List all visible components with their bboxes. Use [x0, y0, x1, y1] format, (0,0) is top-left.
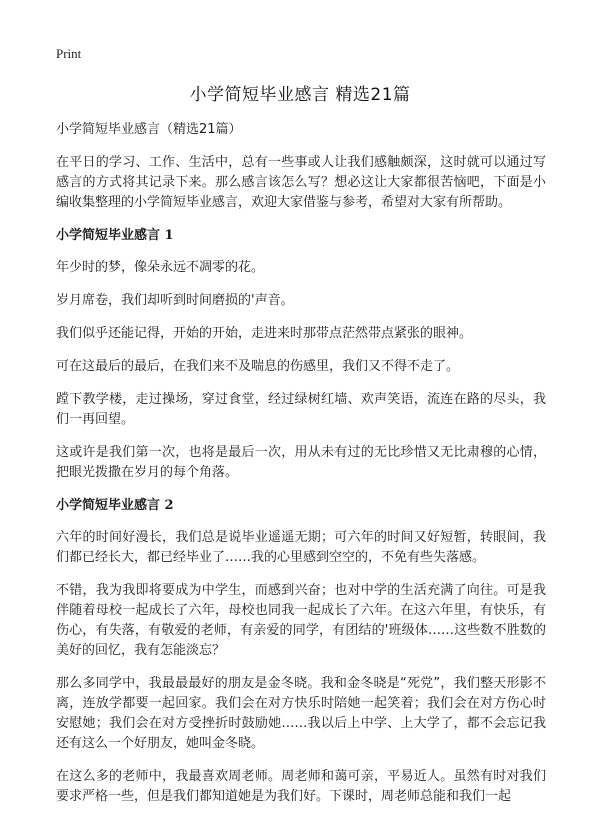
paragraph: 岁月席卷，我们却听到时间磨损的'声音。: [56, 293, 294, 308]
paragraph: 不错，我为我即将要成为中学生，而感到兴奋；也对中学的生活充满了向往。可是我伴随着母校一起成长了六年，母校也同我一起成长了六年。在这六年里，有快乐，有伤心，有失落，有敬爱的老师，有亲爱的同学，有团结的'班级体……这些数不胜数的美好的回忆，我有怎能淡忘？: [56, 583, 546, 658]
paragraph: 我们似乎还能记得，开始的开始，走进来时那带点茫然带点紧张的眼神。: [56, 326, 473, 341]
paragraph: 年少时的梦，像朵永远不凋零的花。: [56, 260, 265, 275]
article-body: [56, 120, 546, 820]
section-heading: 小学简短毕业感言 2: [56, 498, 174, 513]
section-heading: 小学简短毕业感言 1: [56, 228, 174, 243]
section-1: [56, 226, 546, 483]
page-title: 小学简短毕业感言 精选21篇: [189, 85, 411, 105]
article-subtitle: 小学简短毕业感言（精选21篇）: [56, 122, 242, 137]
paragraph: 蹚下教学楼，走过操场，穿过食堂，经过绿树红墙、欢声笑语，流连在路的尽头，我们一再回望。: [56, 392, 546, 427]
paragraph: 可在这最后的最后，在我们来不及喘息的伤感里，我们又不得不走了。: [56, 359, 460, 374]
paragraph: 这或许是我们第一次，也将是最后一次，用从未有过的无比珍惜又无比肃穆的心情，把眼光拨撒在岁月的每个角落。: [56, 445, 546, 480]
paragraph: 六年的时间好漫长，我们总是说毕业遥遥无期；可六年的时间又好短暂，转眼间，我们都已经长大，都已经毕业了……我的心里感到空空的，不免有些失落感。: [56, 530, 546, 565]
section-2: [56, 496, 546, 807]
print-link[interactable]: Print: [56, 46, 82, 61]
paragraph: 那么多同学中，我最最最好的朋友是金冬晓。我和金冬晓是“死党”，我们整天形影不离，连放学都要一起回家。我们会在对方快乐时陪她一起笑着；我们会在对方伤心时安慰她；我们会在对方受挫折时鼓励她……我以后上中学、上大学了，都不会忘记我还有这么一个好朋友，她叫金冬晓。: [56, 676, 546, 751]
intro-paragraph: 在平日的学习、工作、生活中，总有一些事或人让我们感触颇深，这时就可以通过写感言的方式将其记录下来。那么感言该怎么写？想必这让大家都很苦恼吧，下面是小编收集整理的小学简短毕业感言，欢迎大家借鉴与参考，希望对大家有所帮助。: [56, 155, 546, 210]
paragraph: 在这么多的老师中，我最喜欢周老师。周老师和蔼可亲，平易近人。虽然有时对我们要求严格一些，但是我们都知道她是为我们好。下课时，周老师总能和我们一起: [56, 769, 546, 804]
